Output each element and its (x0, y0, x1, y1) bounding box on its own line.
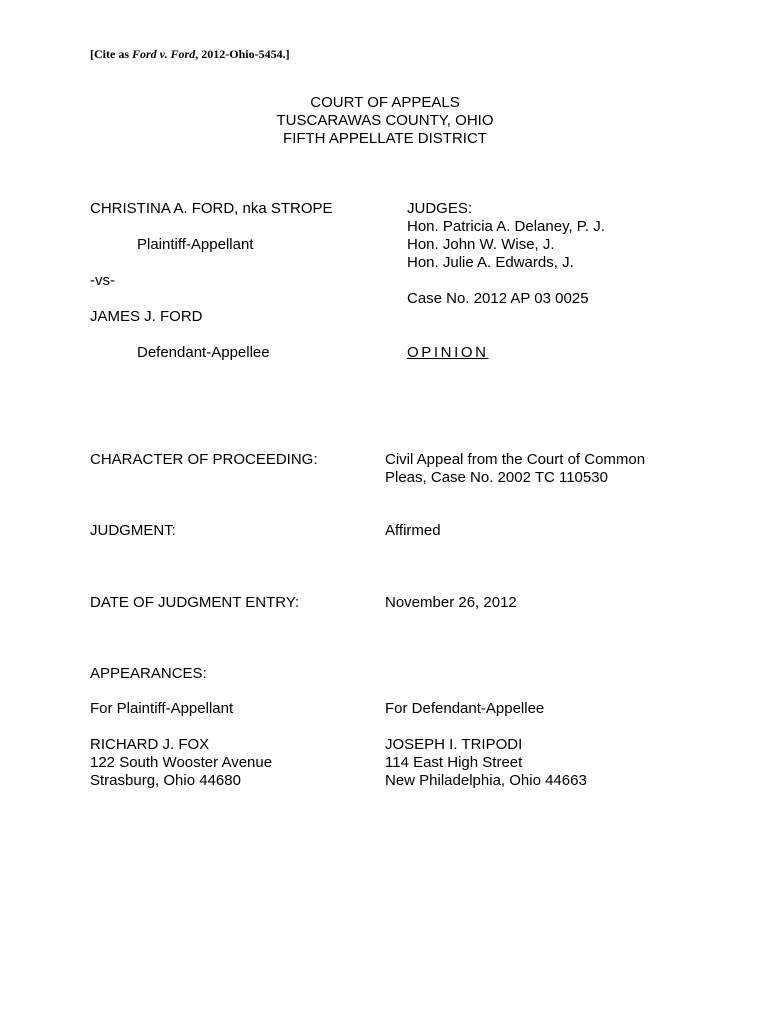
judgment-label: JUDGMENT: (90, 522, 176, 539)
case-number: Case No. 2012 AP 03 0025 (407, 290, 589, 307)
judge-name: Hon. Patricia A. Delaney, P. J. (407, 218, 605, 235)
versus-label: -vs- (90, 272, 115, 289)
plaintiff-counsel-heading: For Plaintiff-Appellant (90, 700, 234, 717)
appearances-heading: APPEARANCES: (90, 665, 207, 682)
judges-heading: JUDGES: (407, 200, 473, 217)
opinion-title: OPINION (407, 344, 489, 361)
plaintiff-counsel-address (90, 736, 272, 790)
counsel-street: 114 East High Street (385, 754, 523, 771)
defendant-name: JAMES J. FORD (90, 308, 203, 325)
plaintiff-name: CHRISTINA A. FORD, nka STROPE (90, 200, 333, 217)
citation-header (90, 45, 290, 63)
judgment-date-value: November 26, 2012 (385, 594, 517, 611)
judgment-date-label: DATE OF JUDGMENT ENTRY: (90, 594, 300, 611)
court-district: FIFTH APPELLATE DISTRICT (283, 130, 487, 147)
defendant-counsel-heading: For Defendant-Appellee (385, 700, 545, 717)
proceeding-label: CHARACTER OF PROCEEDING: (90, 451, 318, 468)
counsel-city: New Philadelphia, Ohio 44663 (385, 772, 587, 789)
counsel-name: RICHARD J. FOX (90, 736, 210, 753)
judgment-value: Affirmed (385, 522, 441, 539)
counsel-street: 122 South Wooster Avenue (90, 754, 273, 771)
court-county: TUSCARAWAS COUNTY, OHIO (276, 112, 494, 129)
court-name: COURT OF APPEALS (310, 94, 460, 111)
proceeding-line: Pleas, Case No. 2002 TC 110530 (385, 469, 608, 486)
citation-case-name: Ford v. Ford (132, 47, 196, 61)
judge-name: Hon. John W. Wise, J. (407, 236, 555, 253)
plaintiff-role: Plaintiff-Appellant (137, 236, 254, 253)
judges-panel (407, 200, 605, 272)
judge-name: Hon. Julie A. Edwards, J. (407, 254, 574, 271)
court-heading (0, 94, 770, 148)
citation-prefix: [Cite as (90, 47, 132, 61)
proceeding-value (385, 451, 645, 487)
defendant-role: Defendant-Appellee (137, 344, 270, 361)
counsel-name: JOSEPH I. TRIPODI (385, 736, 523, 753)
citation-suffix: , 2012-Ohio-5454.] (195, 47, 290, 61)
proceeding-line: Civil Appeal from the Court of Common (385, 451, 646, 468)
defendant-counsel-address (385, 736, 587, 790)
counsel-city: Strasburg, Ohio 44680 (90, 772, 241, 789)
